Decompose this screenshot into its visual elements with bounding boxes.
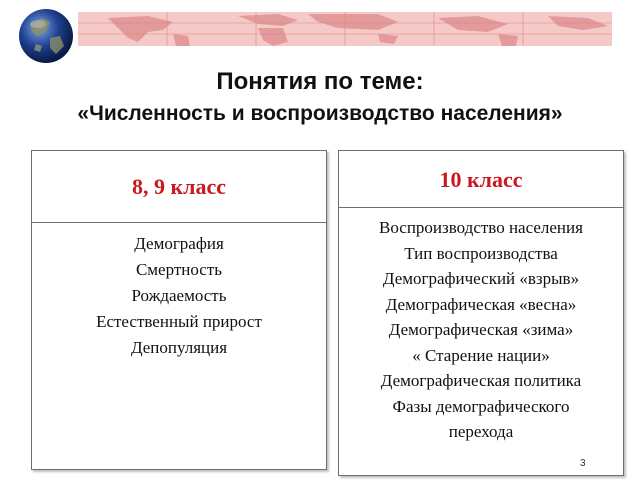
list-item: Демографическая «зима» bbox=[388, 320, 574, 339]
concept-list bbox=[32, 231, 326, 361]
card-grade-8-9 bbox=[31, 150, 327, 470]
list-item: Естественный прирост bbox=[96, 312, 262, 331]
slide-subtitle: «Численность и воспроизводство населения» bbox=[77, 102, 563, 125]
list-item: Рождаемость bbox=[131, 286, 227, 305]
list-item: Тип воспроизводства bbox=[404, 243, 558, 263]
page-number: 3 bbox=[580, 458, 586, 469]
list-item: Демографическая «весна» bbox=[385, 294, 577, 314]
slide-title: Понятия по теме: bbox=[216, 68, 424, 95]
concept-list bbox=[339, 215, 623, 445]
card-heading: 8, 9 класс bbox=[32, 151, 326, 223]
list-item: перехода bbox=[448, 422, 514, 441]
list-item: « Старение нации» bbox=[412, 345, 550, 365]
list-item: Воспроизводство населения bbox=[379, 218, 583, 237]
list-item: Смертность bbox=[135, 260, 223, 279]
globe-icon bbox=[16, 6, 76, 66]
card-heading: 10 класс bbox=[339, 151, 623, 208]
world-map-banner bbox=[78, 12, 612, 46]
list-item: Демографическая политика bbox=[380, 371, 582, 390]
list-item: Демография bbox=[134, 234, 224, 253]
list-item: Фазы демографического bbox=[392, 396, 570, 416]
card-grade-10 bbox=[338, 150, 624, 476]
list-item: Депопуляция bbox=[130, 338, 228, 357]
list-item: Демографический «взрыв» bbox=[382, 269, 580, 288]
